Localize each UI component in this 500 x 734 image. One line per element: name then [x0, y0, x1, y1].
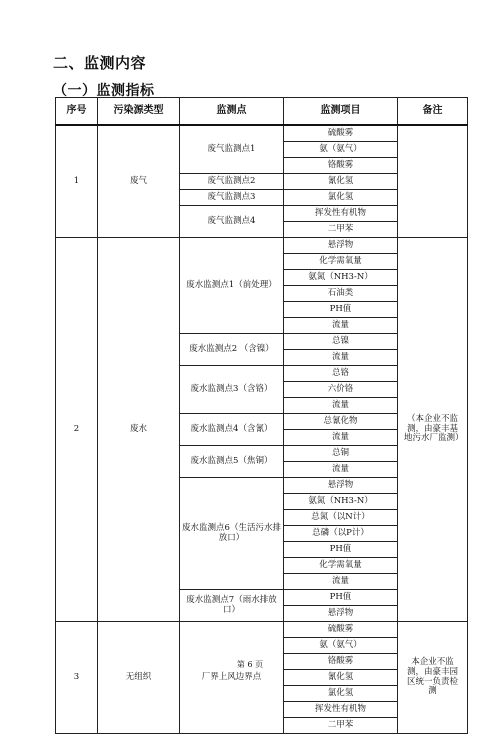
cell-monitoring-item: PH值 — [284, 590, 398, 606]
section-title: 二、监测内容 — [53, 54, 147, 72]
cell-monitoring-item: 总铜 — [284, 446, 398, 462]
cell-monitoring-item: 总铬 — [284, 366, 398, 382]
cell-monitoring-item: PH值 — [284, 302, 398, 318]
cell-seq: 3 — [56, 622, 98, 734]
cell-seq: 1 — [56, 125, 98, 238]
monitoring-indicators-table — [55, 97, 468, 734]
cell-monitoring-item: 氰化氢 — [284, 174, 398, 190]
cell-monitoring-item: 六价铬 — [284, 382, 398, 398]
cell-monitoring-point: 废水监测点5（焦铜） — [180, 446, 284, 478]
header-remark: 备注 — [398, 98, 468, 126]
table-header-row — [56, 98, 468, 126]
cell-remark — [398, 125, 468, 238]
cell-monitoring-item: 氨（氨气） — [284, 638, 398, 654]
cell-monitoring-item: 总氮（以N计） — [284, 510, 398, 526]
cell-monitoring-point: 废水监测点2 （含镍） — [180, 334, 284, 366]
cell-remark: 本企业不监测，由豪丰园区统一负责检测 — [398, 622, 468, 734]
cell-monitoring-item: 氯化氢 — [284, 686, 398, 702]
cell-monitoring-item: 悬浮物 — [284, 238, 398, 254]
cell-monitoring-item: 总氰化物 — [284, 414, 398, 430]
header-point: 监测点 — [180, 98, 284, 126]
cell-monitoring-point: 废气监测点2 — [180, 174, 284, 190]
cell-monitoring-item: 挥发性有机物 — [284, 206, 398, 222]
cell-monitoring-item: 流量 — [284, 430, 398, 446]
cell-monitoring-point: 废水监测点6（生活污水排放口） — [180, 478, 284, 590]
table-row — [56, 622, 468, 638]
cell-monitoring-point: 废气监测点4 — [180, 206, 284, 238]
cell-monitoring-item: 挥发性有机物 — [284, 702, 398, 718]
cell-monitoring-point: 废水监测点1（前处理） — [180, 238, 284, 334]
cell-source-type: 废气 — [98, 125, 180, 238]
cell-seq: 2 — [56, 238, 98, 622]
cell-monitoring-item: 化学需氧量 — [284, 558, 398, 574]
cell-monitoring-item: 总磷（以P计） — [284, 526, 398, 542]
cell-monitoring-item: 流量 — [284, 574, 398, 590]
cell-monitoring-item: 氨氮（NH3-N） — [284, 494, 398, 510]
cell-monitoring-point: 废水监测点3（含铬） — [180, 366, 284, 414]
cell-monitoring-item: 二甲苯 — [284, 718, 398, 734]
cell-monitoring-item: 氯化氢 — [284, 190, 398, 206]
cell-monitoring-item: 悬浮物 — [284, 606, 398, 622]
header-item: 监测项目 — [284, 98, 398, 126]
cell-monitoring-item: 硫酸雾 — [284, 125, 398, 142]
cell-monitoring-item: 氰化氢 — [284, 670, 398, 686]
cell-monitoring-item: 石油类 — [284, 286, 398, 302]
cell-monitoring-point: 废气监测点1 — [180, 125, 284, 174]
cell-monitoring-item: 化学需氧量 — [284, 254, 398, 270]
cell-remark: （本企业不监测，由豪丰基地污水厂监测） — [398, 238, 468, 622]
cell-monitoring-item: 氨（氨气） — [284, 142, 398, 158]
cell-monitoring-item: 总镍 — [284, 334, 398, 350]
cell-monitoring-point: 废气监测点3 — [180, 190, 284, 206]
cell-monitoring-point: 废水监测点4（含氰） — [180, 414, 284, 446]
header-seq: 序号 — [56, 98, 98, 126]
cell-monitoring-item: 二甲苯 — [284, 222, 398, 238]
header-source-type: 污染源类型 — [98, 98, 180, 126]
cell-monitoring-item: 铬酸雾 — [284, 654, 398, 670]
page-number: 第 6 页 — [236, 660, 264, 669]
cell-monitoring-item: 流量 — [284, 350, 398, 366]
subsection-title: （一）监测指标 — [53, 83, 155, 99]
cell-monitoring-item: 铬酸雾 — [284, 158, 398, 174]
table-row — [56, 238, 468, 254]
cell-monitoring-item: 流量 — [284, 398, 398, 414]
cell-source-type: 废水 — [98, 238, 180, 622]
table-body — [56, 125, 468, 734]
cell-monitoring-point: 厂界上风边界点 — [180, 622, 284, 734]
cell-monitoring-item: 硫酸雾 — [284, 622, 398, 638]
cell-monitoring-item: 悬浮物 — [284, 478, 398, 494]
cell-monitoring-item: 流量 — [284, 318, 398, 334]
cell-monitoring-point: 废水监测点7（雨水排放口） — [180, 590, 284, 622]
cell-monitoring-item: 氨氮（NH3-N） — [284, 270, 398, 286]
cell-source-type: 无组织 — [98, 622, 180, 734]
table-row — [56, 125, 468, 142]
cell-monitoring-item: PH值 — [284, 542, 398, 558]
cell-monitoring-item: 流量 — [284, 462, 398, 478]
